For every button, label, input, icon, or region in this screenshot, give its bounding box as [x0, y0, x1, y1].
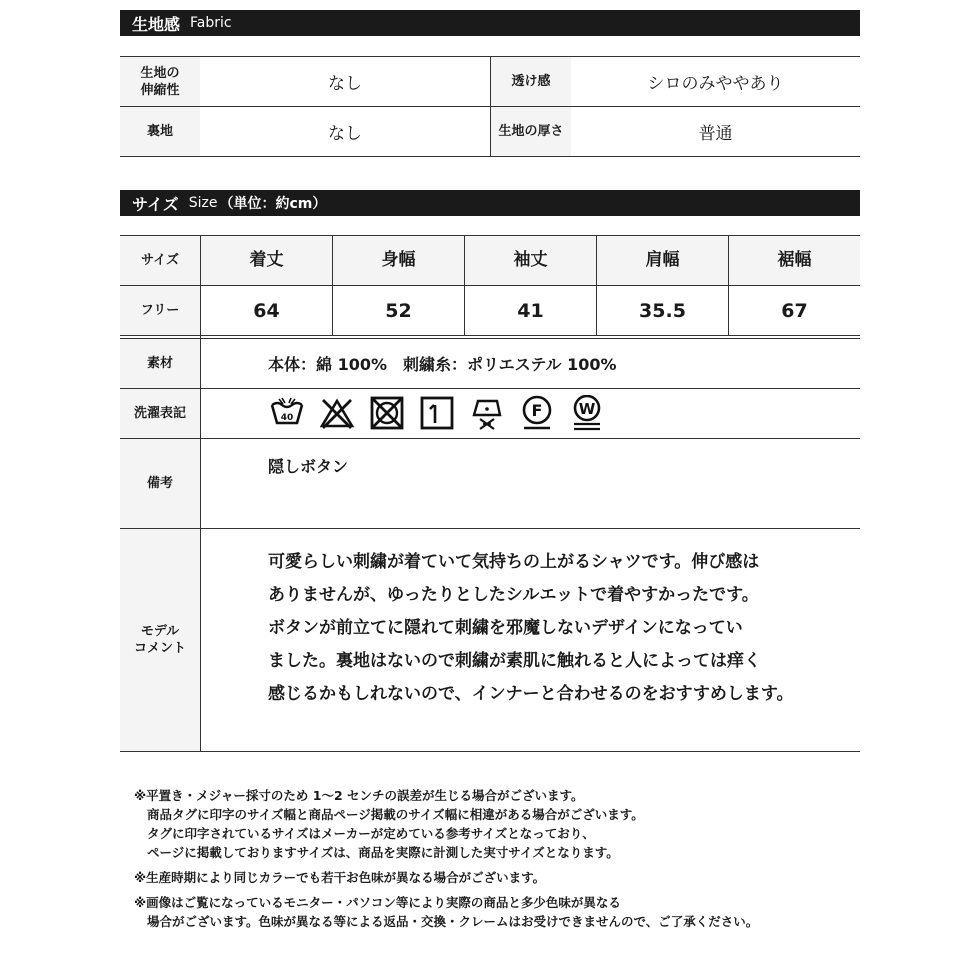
size-title: サイズ — [132, 194, 179, 214]
stretch-label: 生地の 伸縮性 — [120, 57, 200, 106]
thickness-value: 普通 — [698, 124, 733, 144]
comment-line: 可愛らしい刺繍が着ていて気持ちの上がるシャツです。伸び感は — [268, 552, 760, 572]
sheer-label: 透け感 — [491, 57, 571, 106]
lining-value: なし — [328, 124, 362, 144]
size-unit: （単位：約cm） — [219, 196, 327, 212]
svg-text:40: 40 — [280, 413, 294, 423]
note-line: タグに印字されているサイズはメーカーが定めている参考サイズとなっており、 — [147, 826, 595, 841]
comment-line: 感じるかもしれないので、インナーと合わせるのをおすすめします。 — [268, 684, 794, 704]
lining-label: 裏地 — [120, 107, 200, 156]
material-label: 素材 — [120, 339, 200, 388]
sheer-value: シロのみややあり — [647, 74, 784, 94]
line-dry-icon — [419, 395, 455, 431]
note-line: 商品タグに印字のサイズ幅と商品ページ掲載のサイズ幅に相違がある場合がございます。 — [147, 807, 644, 822]
comment-line: ありませんが、ゆったりとしたシルエットで着やすかったです。 — [268, 585, 759, 605]
size-value-sleeve: 41 — [517, 299, 544, 322]
no-tumble-dry-icon — [369, 395, 405, 431]
material-value: 本体：綿 100% 刺繍糸：ポリエステル 100% — [268, 355, 617, 374]
note-line: ※画像はご覧になっているモニター・パソコン等により実際の商品と多少色味が異なる — [134, 895, 621, 910]
care-label: 洗濯表記 — [120, 389, 200, 438]
note-line: 場合がございます。色味が異なる等による返品・交換・クレームはお受けできませんので、ご了承ください。 — [147, 914, 759, 929]
note-line: ※平置き・メジャー採寸のため 1〜2 センチの誤差が生じる場合がございます。 — [134, 788, 584, 803]
size-corner-label: サイズ — [120, 236, 200, 285]
divider — [120, 528, 860, 529]
size-value-hem: 67 — [781, 299, 808, 322]
size-header-sleeve: 袖丈 — [465, 236, 596, 285]
size-value-shoulder: 35.5 — [639, 299, 686, 322]
comment-label: モデル コメント — [120, 529, 200, 751]
divider — [120, 335, 860, 336]
remarks-label: 備考 — [120, 439, 200, 528]
fabric-title-en: Fabric — [190, 15, 232, 31]
dry-clean-f-icon — [519, 395, 555, 431]
divider — [490, 56, 491, 157]
fabric-section-header — [120, 10, 860, 36]
fabric-title: 生地感 — [132, 14, 181, 34]
divider — [120, 388, 860, 389]
comment-line: ました。裏地はないので刺繍が素肌に触れると人によっては痒く — [268, 651, 761, 671]
wet-clean-w-icon — [569, 395, 605, 431]
size-row-label: フリー — [120, 286, 200, 335]
size-header-width: 身幅 — [333, 236, 464, 285]
divider — [120, 235, 860, 236]
divider — [120, 438, 860, 439]
divider — [332, 235, 333, 336]
svg-text:W: W — [578, 400, 596, 418]
note-line: ページに掲載しておりますサイズは、商品を実際に計測した実寸サイズとなります。 — [147, 845, 619, 860]
remarks-value: 隠しボタン — [268, 457, 349, 476]
hand-wash-40-icon — [269, 395, 305, 431]
comment-line: ボタンが前立てに隠れて刺繍を邪魔しないデザインになってい — [268, 618, 743, 638]
divider — [200, 235, 201, 751]
no-bleach-icon — [319, 395, 355, 431]
thickness-label: 生地の厚さ — [491, 107, 571, 156]
divider — [728, 235, 729, 336]
divider — [120, 285, 860, 286]
size-value-length: 64 — [253, 299, 280, 322]
stretch-value: なし — [328, 74, 362, 94]
svg-text:F: F — [531, 401, 543, 420]
notes-block — [134, 786, 758, 931]
divider — [120, 751, 860, 752]
iron-low-icon — [469, 395, 505, 431]
divider — [464, 235, 465, 336]
size-section-header — [120, 190, 860, 216]
size-header-hem: 裾幅 — [729, 236, 860, 285]
divider — [120, 338, 860, 339]
size-header-shoulder: 肩幅 — [597, 236, 728, 285]
size-title-en: Size — [188, 195, 218, 211]
size-header-length: 着丈 — [201, 236, 332, 285]
size-value-width: 52 — [385, 299, 412, 322]
note-line: ※生産時期により同じカラーでも若干お色味が異なる場合がございます。 — [134, 870, 546, 885]
model-comment — [268, 546, 793, 711]
divider — [596, 235, 597, 336]
